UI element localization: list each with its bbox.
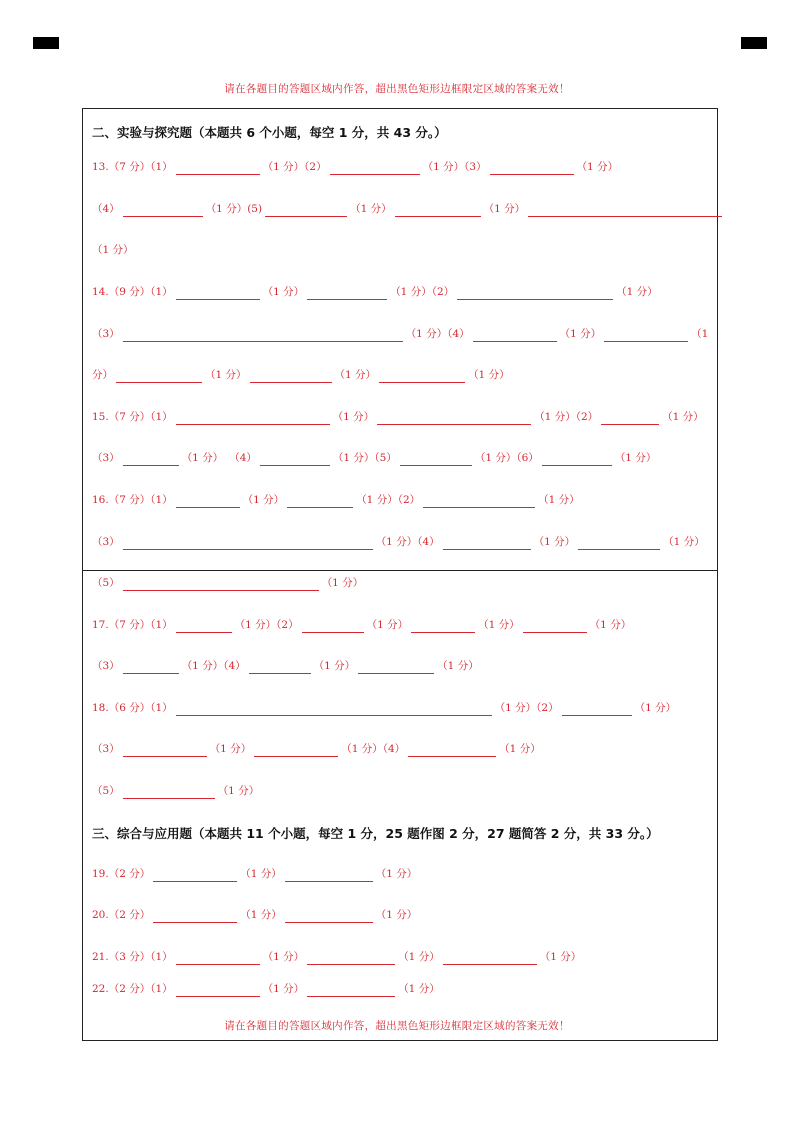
answer-blank[interactable] [358, 661, 434, 674]
answer-blank[interactable] [307, 287, 387, 300]
q16-row3: （5） （1 分） [92, 577, 364, 589]
answer-blank[interactable] [153, 910, 237, 923]
answer-blank[interactable] [176, 495, 240, 508]
notice-bottom: 请在各题目的答题区域内作答，超出黑色矩形边框限定区域的答案无效！ [224, 1020, 570, 1032]
answer-blank[interactable] [249, 661, 311, 674]
q14-row1: 14.（9 分）（1） （1 分） （1 分）（2） （1 分） [92, 286, 658, 298]
answer-blank[interactable] [250, 370, 332, 383]
answer-blank[interactable] [443, 952, 537, 965]
q17-row1: 17.（7 分）（1） （1 分）（2） （1 分） （1 分） （1 分） [92, 619, 632, 631]
q22-row: 22.（2 分）（1） （1 分） （1 分） [92, 983, 440, 995]
answer-blank[interactable] [176, 952, 260, 965]
answer-blank[interactable] [528, 204, 722, 217]
answer-blank[interactable] [176, 984, 260, 997]
q13-row3: （1 分） [92, 244, 134, 256]
answer-blank[interactable] [379, 370, 465, 383]
notice-top: 请在各题目的答题区域内作答，超出黑色矩形边框限定区域的答案无效！ [224, 83, 570, 95]
answer-blank[interactable] [123, 744, 207, 757]
answer-blank[interactable] [542, 453, 612, 466]
q14-row3: 分） （1 分） （1 分） （1 分） [92, 369, 510, 381]
answer-blank[interactable] [578, 537, 660, 550]
answer-blank[interactable] [523, 620, 587, 633]
section2-heading: 二、实验与探究题（本题共 6 个小题，每空 1 分，共 43 分。） [92, 125, 447, 140]
answer-blank[interactable] [123, 204, 203, 217]
answer-blank[interactable] [123, 537, 373, 550]
answer-blank[interactable] [285, 910, 373, 923]
alignment-marker-right [741, 37, 767, 49]
q13-row1: 13.（7 分）（1） （1 分）（2） （1 分）（3） （1 分） [92, 161, 619, 173]
answer-blank[interactable] [457, 287, 613, 300]
answer-blank[interactable] [400, 453, 472, 466]
answer-blank[interactable] [123, 329, 403, 342]
answer-blank[interactable] [473, 329, 557, 342]
answer-blank[interactable] [330, 162, 420, 175]
answer-blank[interactable] [265, 204, 347, 217]
answer-blank[interactable] [377, 412, 531, 425]
section3-heading: 三、综合与应用题（本题共 11 个小题，每空 1 分，25 题作图 2 分，27 题简答 2 分，共 33 分。） [92, 826, 659, 841]
answer-blank[interactable] [123, 661, 179, 674]
q21-row: 21.（3 分）（1） （1 分） （1 分） （1 分） [92, 951, 582, 963]
answer-area-divider [82, 570, 718, 571]
answer-blank[interactable] [176, 703, 492, 716]
answer-blank[interactable] [395, 204, 481, 217]
q13-row2: （4） （1 分）(5) （1 分） （1 分） [92, 201, 725, 217]
q17-row2: （3） （1 分）（4） （1 分） （1 分） [92, 660, 479, 672]
q15-row1: 15.（7 分）（1） （1 分） （1 分）（2） （1 分） [92, 411, 704, 423]
answer-blank[interactable] [123, 786, 215, 799]
answer-blank[interactable] [176, 287, 260, 300]
q18-row3: （5） （1 分） [92, 785, 260, 797]
q19-row: 19.（2 分） （1 分） （1 分） [92, 868, 418, 880]
answer-blank[interactable] [307, 952, 395, 965]
answer-blank[interactable] [423, 495, 535, 508]
answer-blank[interactable] [307, 984, 395, 997]
answer-blank[interactable] [490, 162, 574, 175]
answer-blank[interactable] [302, 620, 364, 633]
answer-blank[interactable] [443, 537, 531, 550]
answer-blank[interactable] [285, 869, 373, 882]
answer-blank[interactable] [408, 744, 496, 757]
q18-row2: （3） （1 分） （1 分）（4） （1 分） [92, 743, 541, 755]
q20-row: 20.（2 分） （1 分） （1 分） [92, 909, 418, 921]
answer-blank[interactable] [176, 620, 232, 633]
answer-blank[interactable] [254, 744, 338, 757]
answer-blank[interactable] [260, 453, 330, 466]
q15-row2: （3） （1 分） （4） （1 分）（5） （1 分）（6） （1 分） [92, 452, 657, 464]
q14-row2: （3） （1 分）（4） （1 分） （1 [92, 328, 709, 340]
answer-blank[interactable] [153, 869, 237, 882]
alignment-marker-left [33, 37, 59, 49]
q16-row1: 16.（7 分）（1） （1 分） （1 分）（2） （1 分） [92, 494, 580, 506]
answer-blank[interactable] [562, 703, 632, 716]
answer-blank[interactable] [123, 453, 179, 466]
answer-blank[interactable] [123, 578, 319, 591]
q18-row1: 18.（6 分）（1） （1 分）（2） （1 分） [92, 702, 677, 714]
q16-row2: （3） （1 分）（4） （1 分） （1 分） [92, 536, 705, 548]
answer-blank[interactable] [604, 329, 688, 342]
answer-blank[interactable] [176, 162, 260, 175]
answer-blank[interactable] [287, 495, 353, 508]
answer-blank[interactable] [116, 370, 202, 383]
answer-blank[interactable] [176, 412, 330, 425]
answer-blank[interactable] [411, 620, 475, 633]
answer-blank[interactable] [601, 412, 659, 425]
